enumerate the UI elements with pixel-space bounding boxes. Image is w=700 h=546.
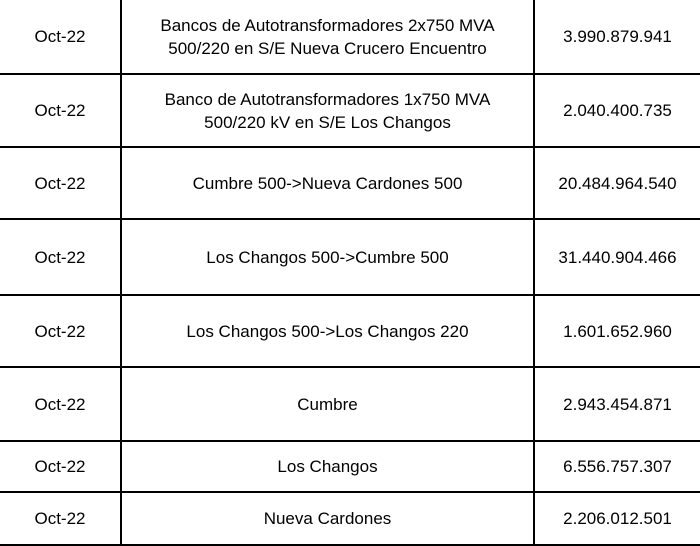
date-cell: Oct-22	[0, 492, 121, 545]
description-line: 500/220 en S/E Nueva Crucero Encuentro	[168, 38, 487, 58]
description-cell: Los Changos	[121, 441, 534, 492]
value-cell: 2.040.400.735	[534, 74, 700, 147]
value-cell: 3.990.879.941	[534, 0, 700, 74]
value-cell: 6.556.757.307	[534, 441, 700, 492]
table-row	[0, 367, 700, 441]
description-line: 500/220 kV en S/E Los Changos	[204, 112, 451, 132]
date-cell: Oct-22	[0, 367, 121, 441]
table-row	[0, 0, 700, 74]
value-cell: 2.206.012.501	[534, 492, 700, 545]
table-row	[0, 147, 700, 219]
value-cell: 20.484.964.540	[534, 147, 700, 219]
description-cell: Nueva Cardones	[121, 492, 534, 545]
date-cell: Oct-22	[0, 74, 121, 147]
date-cell: Oct-22	[0, 0, 121, 74]
date-cell: Oct-22	[0, 147, 121, 219]
value-cell: 2.943.454.871	[534, 367, 700, 441]
description-line: Bancos de Autotransformadores 2x750 MVA	[160, 15, 495, 35]
value-cell: 31.440.904.466	[534, 219, 700, 295]
date-cell: Oct-22	[0, 441, 121, 492]
description-cell	[121, 74, 534, 147]
description-line: Banco de Autotransformadores 1x750 MVA	[164, 89, 491, 109]
description-cell: Los Changos 500->Cumbre 500	[121, 219, 534, 295]
table-row	[0, 441, 700, 492]
table-row	[0, 219, 700, 295]
description-cell: Cumbre	[121, 367, 534, 441]
table-row	[0, 492, 700, 545]
table-row	[0, 74, 700, 147]
date-cell: Oct-22	[0, 295, 121, 367]
description-cell	[121, 0, 534, 74]
value-cell: 1.601.652.960	[534, 295, 700, 367]
description-cell: Cumbre 500->Nueva Cardones 500	[121, 147, 534, 219]
description-cell: Los Changos 500->Los Changos 220	[121, 295, 534, 367]
date-cell: Oct-22	[0, 219, 121, 295]
table-row	[0, 295, 700, 367]
